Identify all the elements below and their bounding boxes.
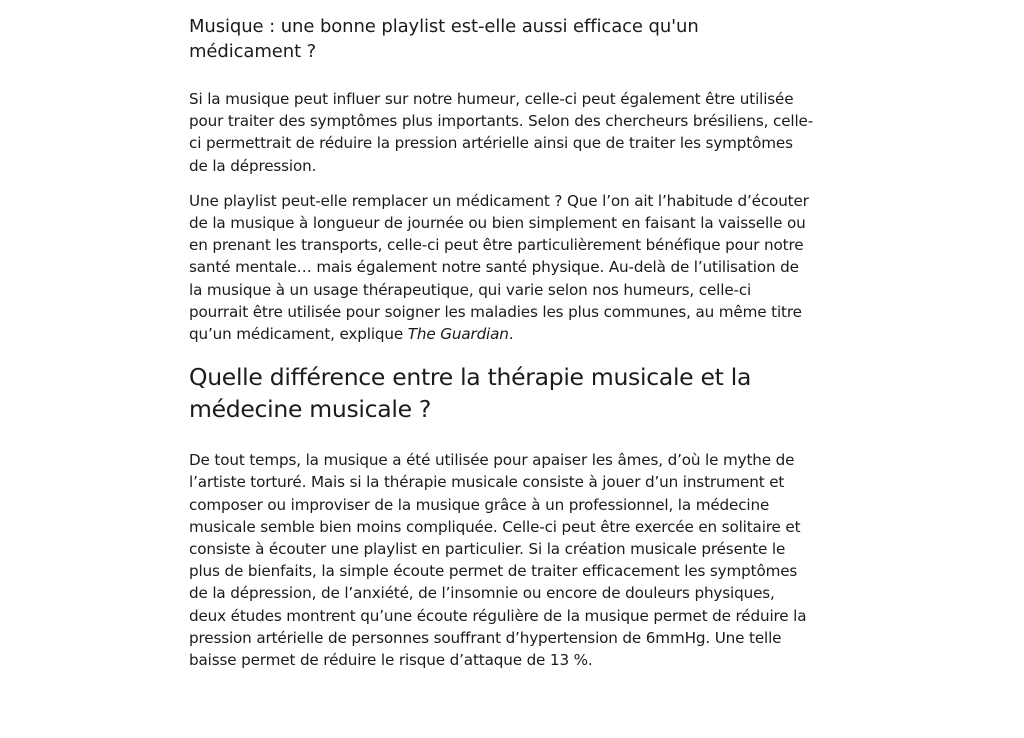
body-paragraph [189, 190, 814, 345]
article-lead-title: Musique : une bonne playlist est-elle aussi efficace qu'un médicament ? [189, 16, 699, 62]
body-paragraph: De tout temps, la musique a été utilisée pour apaiser les âmes, d’où le mythe de l’artiste torturé. Mais si la thérapie musicale consiste à jouer d’un instrument et composer ou improviser de la musique grâce à un professionnel, la médecine musicale semble bien moins compliquée. Celle-ci peut être exercée en solitaire et consiste à écouter une playlist en particulier. Si la création musicale présente le plus de bienfaits, la simple écoute permet de traiter efficacement les symptômes de la dépression, de l’anxiété, de l’insomnie ou encore de douleurs physiques, deux études montrent qu’une écoute régulière de la musique permet de réduire la pression artérielle de personnes souffrant d’hypertension de 6mmHg. Une telle baisse permet de réduire le risque d’attaque de 13 %. [189, 451, 807, 670]
article-body [189, 14, 814, 671]
paragraph-end: . [508, 325, 514, 344]
source-name: The Guardian [407, 325, 509, 344]
paragraph-text: Une playlist peut-elle remplacer un médicament ? Que l’on ait l’habitude d’écouter de la musique à longueur de journée ou bien simplement en faisant la vaisselle ou en prenant les transports, celle-ci peut être particulièrement bénéfique pour notre santé mentale… mais également notre santé physique. Au-delà de l’utilisation de la musique à un usage thérapeutique, qui varie selon nos humeurs, celle-ci pourrait être utilisée pour soigner les maladies les plus communes, au même titre qu’un médicament, explique [189, 191, 809, 344]
section-heading: Quelle différence entre la thérapie musicale et la médecine musicale ? [189, 363, 752, 424]
intro-paragraph: Si la musique peut influer sur notre humeur, celle-ci peut également être utilisée pour traiter des symptômes plus importants. Selon des chercheurs brésiliens, celle-ci permettrait de réduire la pression artérielle ainsi que de traiter les symptômes de la dépression. [189, 90, 814, 175]
